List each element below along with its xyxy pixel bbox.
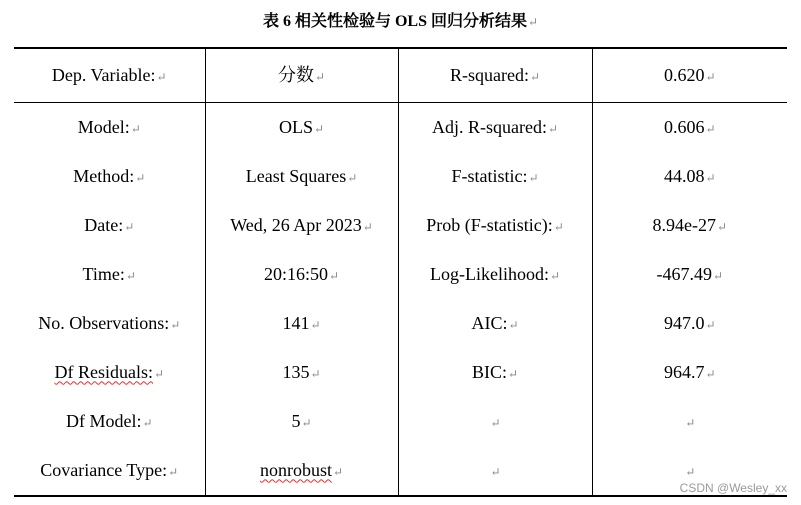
- paragraph-mark-icon: ↵: [490, 464, 501, 479]
- table-cell: Dep. Variable:↵: [14, 48, 205, 103]
- table-cell: 141↵: [205, 299, 398, 348]
- paragraph-mark-icon: ↵: [301, 415, 312, 430]
- table-cell: 44.08↵: [592, 152, 787, 201]
- table-cell: 5↵: [205, 397, 398, 446]
- table-cell: Date:↵: [84, 214, 135, 235]
- paragraph-mark-icon: ↵: [529, 69, 541, 84]
- paragraph-mark-icon: ↵: [508, 317, 519, 332]
- paragraph-mark-icon: ↵: [685, 464, 696, 479]
- paragraph-mark-icon: ↵: [347, 170, 358, 185]
- table-cell: Df Model:↵: [65, 410, 153, 431]
- paragraph-mark-icon: ↵: [125, 268, 136, 283]
- ols-results-table: [14, 47, 787, 497]
- table-cell: Covariance Type:↵: [40, 459, 179, 480]
- paragraph-mark-icon: ↵: [135, 170, 146, 185]
- paragraph-mark-icon: ↵: [310, 366, 321, 381]
- table-cell: [14, 348, 205, 397]
- paragraph-mark-icon: ↵: [553, 219, 564, 234]
- paragraph-mark-icon: ↵: [712, 268, 724, 283]
- table-row-header: [14, 48, 787, 103]
- paragraph-mark-icon: ↵: [527, 15, 539, 29]
- table-row: [14, 348, 787, 397]
- table-cell: R-squared:↵: [398, 48, 592, 103]
- table-cell: Adj. R-squared:↵: [398, 103, 592, 153]
- table-cell: [398, 446, 592, 496]
- paragraph-mark-icon: ↵: [310, 317, 321, 332]
- table-cell: 0.620↵: [592, 48, 787, 103]
- paragraph-mark-icon: ↵: [490, 415, 501, 430]
- table-row: [14, 446, 787, 496]
- table-cell: 947.0↵: [592, 299, 787, 348]
- table-cell: No. Observations:↵: [38, 312, 181, 333]
- table-cell: Model:↵: [77, 116, 141, 137]
- paragraph-mark-icon: ↵: [705, 170, 716, 185]
- table-cell: Log-Likelihood:↵: [398, 250, 592, 299]
- paragraph-mark-icon: ↵: [130, 121, 141, 136]
- paragraph-mark-icon: ↵: [685, 415, 696, 430]
- paragraph-mark-icon: ↵: [313, 121, 325, 136]
- table-cell: 分数↵: [205, 48, 398, 103]
- paragraph-mark-icon: ↵: [705, 366, 716, 381]
- paragraph-mark-icon: ↵: [156, 69, 167, 84]
- table-cell: [592, 397, 787, 446]
- paragraph-mark-icon: ↵: [168, 464, 179, 479]
- paragraph-mark-icon: ↵: [528, 170, 539, 185]
- spellcheck-word: nonrobust: [259, 459, 332, 480]
- table-cell: Method:↵: [73, 165, 146, 186]
- table-row: [14, 397, 787, 446]
- paragraph-mark-icon: ↵: [705, 69, 716, 84]
- table-cell: Prob (F-statistic):↵: [398, 201, 592, 250]
- table-cell: AIC:↵: [398, 299, 592, 348]
- table-cell: 135↵: [205, 348, 398, 397]
- table-caption: [0, 10, 801, 34]
- paragraph-mark-icon: ↵: [362, 219, 373, 234]
- table-cell: [398, 397, 592, 446]
- table-row: [14, 152, 787, 201]
- paragraph-mark-icon: ↵: [314, 69, 326, 84]
- paragraph-mark-icon: ↵: [716, 219, 728, 234]
- table-cell: F-statistic:↵: [398, 152, 592, 201]
- table-cell: [205, 446, 398, 496]
- table-cell: OLS↵: [205, 103, 398, 153]
- paragraph-mark-icon: ↵: [142, 415, 153, 430]
- table-cell: 20:16:50↵: [205, 250, 398, 299]
- table-row: [14, 250, 787, 299]
- paragraph-mark-icon: ↵: [328, 268, 340, 283]
- table-row: [14, 103, 787, 153]
- paragraph-mark-icon: ↵: [705, 121, 716, 136]
- table-cell: Wed, 26 Apr 2023↵: [205, 201, 398, 250]
- paragraph-mark-icon: ↵: [705, 317, 716, 332]
- paragraph-mark-icon: ↵: [170, 317, 181, 332]
- paragraph-mark-icon: ↵: [124, 219, 135, 234]
- table-caption-text: 表 6 相关性检验与 OLS 回归分析结果: [262, 13, 527, 30]
- paragraph-mark-icon: ↵: [547, 121, 559, 136]
- table-cell: 0.606↵: [592, 103, 787, 153]
- watermark: CSDN @Wesley_xx: [679, 481, 787, 495]
- table-cell: BIC:↵: [398, 348, 592, 397]
- table-cell: 964.7↵: [592, 348, 787, 397]
- spellcheck-word: Df Residuals:: [54, 361, 153, 382]
- paragraph-mark-icon: ↵: [549, 268, 561, 283]
- paragraph-mark-icon: ↵: [153, 366, 165, 381]
- table-cell: -467.49↵: [592, 250, 787, 299]
- table-cell: Least Squares↵: [205, 152, 398, 201]
- table-cell: 8.94e-27↵: [592, 201, 787, 250]
- paragraph-mark-icon: ↵: [332, 464, 344, 479]
- table-row: [14, 201, 787, 250]
- table-cell: Time:↵: [82, 263, 136, 284]
- table-row: [14, 299, 787, 348]
- paragraph-mark-icon: ↵: [507, 366, 519, 381]
